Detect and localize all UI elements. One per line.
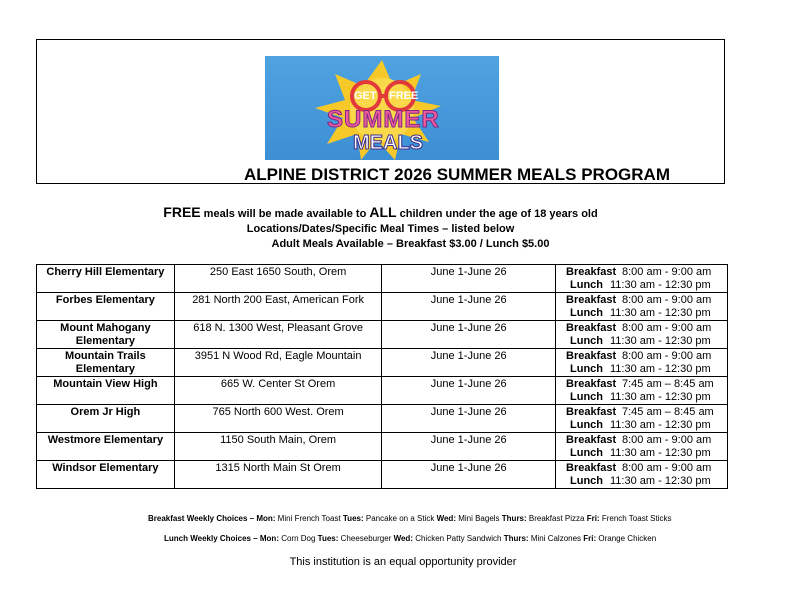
breakfast-mon: Mini French Toast (275, 514, 343, 523)
breakfast-weekly-choices (148, 514, 790, 523)
table-row (37, 405, 728, 433)
breakfast-time: 8:00 am - 9:00 am (622, 434, 712, 446)
lunch-time: 11:30 am - 12:30 pm (610, 363, 711, 375)
all-word: ALL (369, 204, 397, 220)
table-row (37, 377, 728, 405)
lunch-fri: Orange Chicken (596, 534, 657, 543)
school-name: Westmore Elementary (37, 433, 175, 461)
header-box (36, 39, 725, 184)
logo-summer-text: SUMMER (327, 106, 440, 133)
school-name: Windsor Elementary (37, 461, 175, 489)
breakfast-time-line (566, 462, 725, 475)
lunch-weekly-heading: Lunch Weekly Choices – Mon: (164, 534, 279, 543)
breakfast-wed-label: Wed: (436, 514, 456, 523)
breakfast-time-line (566, 350, 725, 363)
breakfast-time: 7:45 am – 8:45 am (622, 406, 714, 418)
school-address: 1315 North Main St Orem (174, 461, 382, 489)
meal-times (556, 349, 728, 377)
lunch-time: 11:30 am - 12:30 pm (610, 307, 711, 319)
school-name: Cherry Hill Elementary (37, 265, 175, 293)
breakfast-thurs: Breakfast Pizza (526, 514, 587, 523)
lunch-time: 11:30 am - 12:30 pm (610, 279, 711, 291)
logo-free-text: FREE (389, 90, 419, 102)
breakfast-time: 8:00 am - 9:00 am (622, 462, 712, 474)
table-row (37, 461, 728, 489)
lunch-tues: Cheeseburger (338, 534, 394, 543)
meal-times (556, 405, 728, 433)
breakfast-label: Breakfast (566, 434, 617, 446)
meal-times (556, 321, 728, 349)
lunch-time-line (566, 391, 725, 404)
breakfast-label: Breakfast (566, 378, 617, 390)
free-word: FREE (163, 204, 201, 220)
lunch-wed-label: Wed: (393, 534, 413, 543)
school-address: 665 W. Center St Orem (174, 377, 382, 405)
school-name: Forbes Elementary (37, 293, 175, 321)
page-title: ALPINE DISTRICT 2026 SUMMER MEALS PROGRAM (244, 165, 670, 184)
lunch-time: 11:30 am - 12:30 pm (610, 419, 711, 431)
breakfast-time-line (566, 378, 725, 391)
lunch-label: Lunch (570, 279, 603, 291)
breakfast-thurs-label: Thurs: (501, 514, 527, 523)
school-name: Mountain Trails Elementary (37, 349, 175, 377)
lunch-mon: Corn Dog (278, 534, 318, 543)
intro-line-1-mid: meals will be made available to (200, 208, 370, 220)
intro-text (36, 205, 725, 252)
lunch-label: Lunch (570, 335, 603, 347)
lunch-tues-label: Tues: (317, 534, 339, 543)
meal-times (556, 433, 728, 461)
service-dates: June 1-June 26 (382, 265, 556, 293)
lunch-time-line (566, 307, 725, 320)
school-name: Orem Jr High (37, 405, 175, 433)
breakfast-label: Breakfast (566, 266, 617, 278)
service-dates: June 1-June 26 (382, 461, 556, 489)
service-dates: June 1-June 26 (382, 293, 556, 321)
breakfast-time: 7:45 am – 8:45 am (622, 378, 714, 390)
lunch-thurs-label: Thurs: (503, 534, 529, 543)
school-name: Mountain View High (37, 377, 175, 405)
school-address: 3951 N Wood Rd, Eagle Mountain (174, 349, 382, 377)
lunch-thurs: Mini Calzones (528, 534, 584, 543)
breakfast-label: Breakfast (566, 462, 617, 474)
service-dates: June 1-June 26 (382, 405, 556, 433)
breakfast-label: Breakfast (566, 294, 617, 306)
table-row (37, 433, 728, 461)
school-address: 765 North 600 West. Orem (174, 405, 382, 433)
lunch-label: Lunch (570, 419, 603, 431)
breakfast-tues: Pancake on a Stick (363, 514, 437, 523)
service-dates: June 1-June 26 (382, 433, 556, 461)
lunch-weekly-choices (164, 534, 790, 543)
school-address: 618 N. 1300 West, Pleasant Grove (174, 321, 382, 349)
intro-line-1-end: children under the age of 18 years old (396, 208, 598, 220)
meal-times (556, 377, 728, 405)
breakfast-time-line (566, 434, 725, 447)
intro-line-3: Adult Meals Available – Breakfast $3.00 / Lunch $5.00 (271, 238, 550, 250)
service-dates: June 1-June 26 (382, 349, 556, 377)
breakfast-fri: French Toast Sticks (599, 514, 672, 523)
lunch-time: 11:30 am - 12:30 pm (610, 447, 711, 459)
breakfast-time-line (566, 406, 725, 419)
lunch-label: Lunch (570, 391, 603, 403)
intro-line-2: Locations/Dates/Specific Meal Times – listed below (246, 223, 515, 235)
table-row (37, 349, 728, 377)
service-dates: June 1-June 26 (382, 321, 556, 349)
lunch-time: 11:30 am - 12:30 pm (610, 391, 711, 403)
lunch-time-line (566, 447, 725, 460)
breakfast-time: 8:00 am - 9:00 am (622, 266, 712, 278)
school-address: 281 North 200 East, American Fork (174, 293, 382, 321)
school-address: 250 East 1650 South, Orem (174, 265, 382, 293)
service-dates: June 1-June 26 (382, 377, 556, 405)
breakfast-fri-label: Fri: (586, 514, 600, 523)
intro-line-1 (36, 205, 725, 222)
breakfast-time: 8:00 am - 9:00 am (622, 350, 712, 362)
breakfast-label: Breakfast (566, 350, 617, 362)
logo-get-text: GET (354, 90, 377, 102)
table-row (37, 265, 728, 293)
table-row (37, 321, 728, 349)
breakfast-label: Breakfast (566, 406, 617, 418)
breakfast-tues-label: Tues: (342, 514, 364, 523)
lunch-time-line (566, 363, 725, 376)
meal-sites-table (36, 264, 728, 489)
lunch-fri-label: Fri: (583, 534, 597, 543)
breakfast-weekly-heading: Breakfast Weekly Choices – Mon: (148, 514, 276, 523)
meal-times (556, 293, 728, 321)
breakfast-time: 8:00 am - 9:00 am (622, 322, 712, 334)
lunch-label: Lunch (570, 447, 603, 459)
lunch-time: 11:30 am - 12:30 pm (610, 335, 711, 347)
lunch-label: Lunch (570, 475, 603, 487)
lunch-wed: Chicken Patty Sandwich (412, 534, 504, 543)
lunch-time-line (566, 335, 725, 348)
breakfast-time-line (566, 322, 725, 335)
lunch-label: Lunch (570, 307, 603, 319)
table-row (37, 293, 728, 321)
meal-times (556, 265, 728, 293)
lunch-time: 11:30 am - 12:30 pm (610, 475, 711, 487)
lunch-time-line (566, 475, 725, 488)
lunch-label: Lunch (570, 363, 603, 375)
equal-opportunity-footer: This institution is an equal opportunity provider (289, 556, 517, 568)
breakfast-wed: Mini Bagels (455, 514, 502, 523)
breakfast-time-line (566, 294, 725, 307)
lunch-time-line (566, 279, 725, 292)
school-address: 1150 South Main, Orem (174, 433, 382, 461)
breakfast-time-line (566, 266, 725, 279)
summer-meals-logo (265, 56, 499, 160)
meal-times (556, 461, 728, 489)
logo-meals-text: MEALS (353, 132, 423, 154)
lunch-time-line (566, 419, 725, 432)
breakfast-time: 8:00 am - 9:00 am (622, 294, 712, 306)
school-name: Mount Mahogany Elementary (37, 321, 175, 349)
breakfast-label: Breakfast (566, 322, 617, 334)
